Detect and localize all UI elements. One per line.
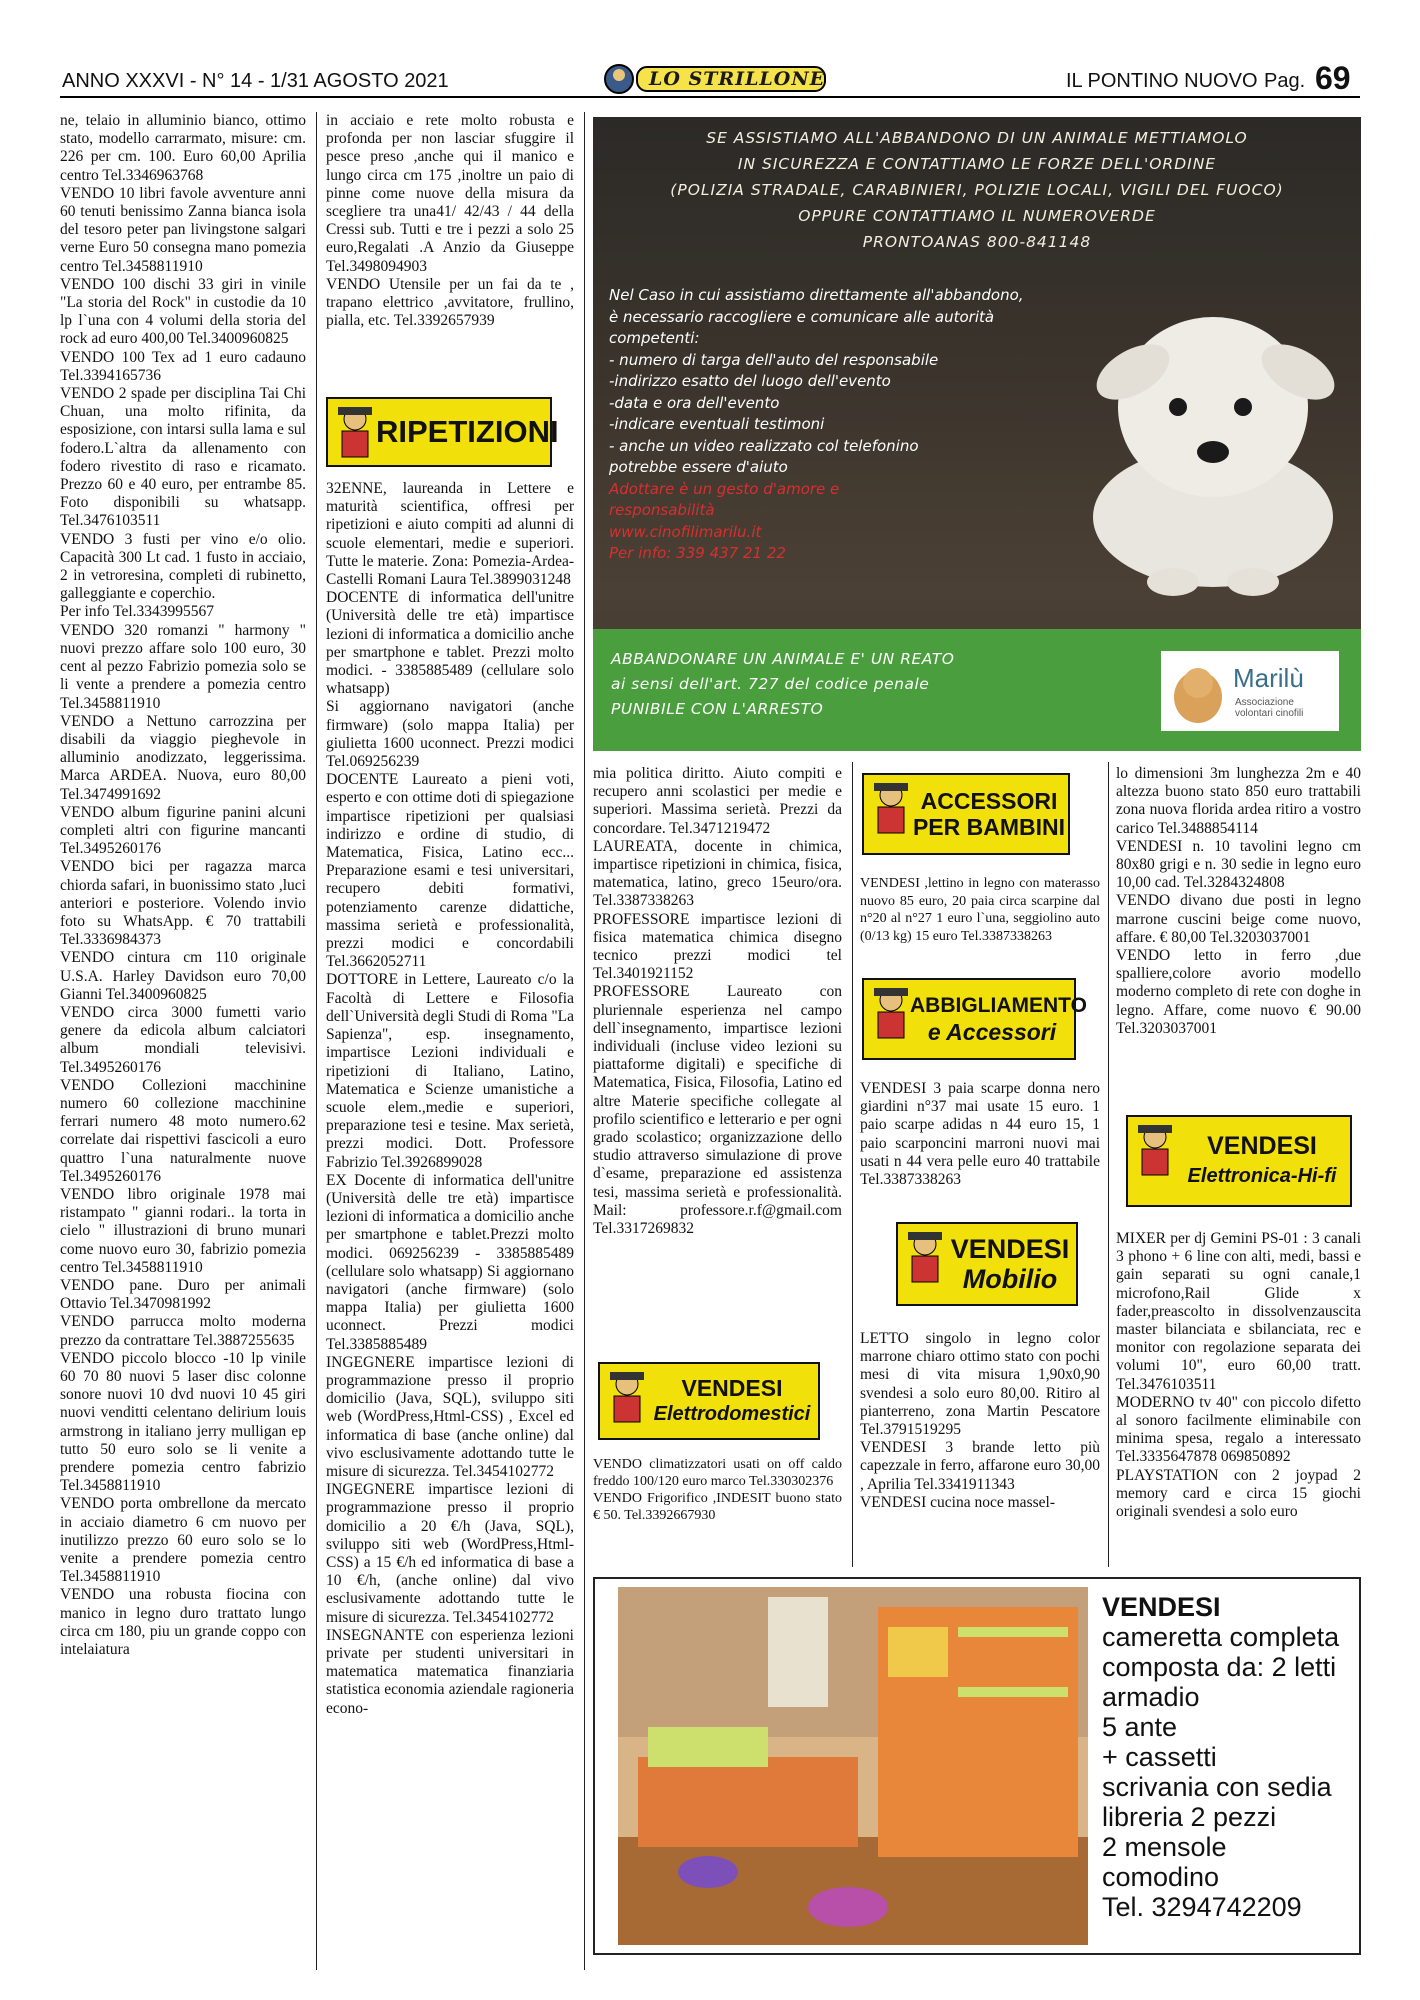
bedroom-ad-line: cameretta completa xyxy=(1102,1622,1340,1652)
bedroom-ad-line: armadio xyxy=(1102,1682,1200,1712)
classified-ad: VENDESI n. 10 tavolini legno cm 80x80 grigi e n. 30 sedie in legno euro 10,00 cad. Tel.3284324808 xyxy=(1116,837,1361,892)
classified-ad: VENDO a Nettuno carrozzina per disabili da viaggio pieghevole in alluminio anodizzato, leggerissima. Marca ARDEA. Nuova, euro 80,00 Tel.3474991692 xyxy=(60,712,306,803)
classified-ad: DOCENTE Laureato a pieni voti, esperto e con ottime doti di spiegazione impartisce ripetizioni per qualsiasi indirizzo e ordine di studio, di Matematica, Fisica, Latino ecc... Preparazione esami e tesi universitari, recupero debiti formativi, potenziamento carenze didattiche, massima serietà e professionalità, prezzi modici e concordabili Tel.3662052711 xyxy=(326,771,574,971)
bedroom-ad-line: scrivania con sedia xyxy=(1102,1772,1332,1802)
poster-line: -data e ora dell'evento xyxy=(609,393,780,412)
mascot-icon xyxy=(604,1368,650,1428)
classified-ad: Si aggiornano navigatori (anche firmware) (solo mappa Italia) per giulietta 1600 uconnect. Prezzi modici Tel.069256239 xyxy=(326,698,574,771)
poster-headline xyxy=(593,125,1361,255)
classified-ad: VENDO una robusta fiocina con manico in legno duro trattato lungo circa cm 180, piu un grande coppo con intelaiatura xyxy=(60,1586,306,1659)
newspaper-logo xyxy=(597,62,829,96)
classified-ad: PROFESSORE impartisce lezioni di fisica matematica chimica disegno tecnico prezzi modici tel Tel.3401921152 xyxy=(593,910,842,983)
classified-ad: EX Docente di informatica dell'unitre (Università delle tre età) impartisce lezioni di informatica a domicilio anche per smartphone e tablet.Prezzi molto modici. 069256239 - 3385885489 (cellulare solo whatsapp) Si aggiornano navigatori (anche firmware) (solo mappa Italia) per giulietta 1600 uconnect. Prezzi modici Tel.3385885489 xyxy=(326,1171,574,1353)
bedroom-ad-line: 2 mensole xyxy=(1102,1832,1227,1862)
section-title: VENDESI xyxy=(1207,1132,1317,1160)
classified-ad: VENDO 320 romanzi " harmony " nuovi prezzo affare solo 100 euro, 30 cent al pezzo Fabrizio pomezia solo se li vente a prendere a pomezia centro Tel.3458811910 xyxy=(60,621,306,712)
mascot-icon xyxy=(868,984,914,1044)
column-3-elettrodomestici xyxy=(593,1456,842,1524)
classified-ad: VENDO parrucca molto moderna prezzo da contrattare Tel.3887255635 xyxy=(60,1313,306,1349)
column-3-classifieds xyxy=(593,765,842,1238)
column-5-hifi xyxy=(1116,1230,1361,1521)
poster-instructions xyxy=(609,285,1039,565)
classified-ad: VENDO cintura cm 110 originale U.S.A. Harley Davidson euro 70,00 Gianni Tel.3400960825 xyxy=(60,949,306,1003)
section-title: RIPETIZIONI xyxy=(376,414,559,449)
section-title: VENDESI xyxy=(681,1375,783,1401)
column-2-top-classifieds xyxy=(326,112,574,330)
classified-ad: VENDO circa 3000 fumetti vario genere da edicola album calciatori album mondiali televisivi. Tel.3495260176 xyxy=(60,1003,306,1076)
logo-name: Marilù xyxy=(1233,663,1304,693)
poster-footer-line: PUNIBILE CON L'ARRESTO xyxy=(611,700,824,718)
bedroom-ad-line: composta da: 2 letti xyxy=(1102,1652,1337,1682)
classified-ad: 32ENNE, laureanda in Lettere e maturità scientifica, offresi per ripetizioni e aiuto compiti ad alunni di scuole elementari, medie e superiori. Tutte le materie. Zona: Pomezia-Ardea-Castelli Romani Laura Tel.3899031248 xyxy=(326,480,574,589)
section-title: VENDESI xyxy=(950,1234,1070,1264)
classified-ad: VENDESI ,lettino in legno con materasso nuovo 85 euro, 20 paia circa scarpine dal n°20 al n°27 1 euro l`una, seggiolino auto (0/13 kg) 15 euro Tel.3387338263 xyxy=(860,876,1100,944)
section-header-accessori-bambini xyxy=(862,773,1070,855)
bedroom-ad-line: 5 ante xyxy=(1102,1712,1178,1742)
classified-ad: VENDO divano due posti in legno marrone cuscini beige come nuovo, affare. € 80,00 Tel.3203037001 xyxy=(1116,892,1361,946)
poster-line: -indirizzo esatto del luogo dell'evento xyxy=(609,372,891,390)
column-4-abbigliamento xyxy=(860,1080,1100,1189)
animal-abandonment-poster xyxy=(593,117,1361,751)
poster-line: potrebbe essere d'aiuto xyxy=(609,458,788,476)
poster-line: (POLIZIA STRADALE, CARABINIERI, POLIZIE LOCALI, VIGILI DEL FUOCO) xyxy=(670,181,1284,199)
bedroom-ad-line: libreria 2 pezzi xyxy=(1102,1802,1277,1832)
classified-ad: VENDO piccolo blocco -10 lp vinile 60 70 80 nuovi 5 laser disc colonne sonore nuovi 10 dvd nuovi 10 45 giri nuovi venditti celentano delirium louis armstrong in italiano jerry mulligan ep tutto 50 euro solo se li venite a prendere pomezia centro fabrizio Tel.3458811910 xyxy=(60,1349,306,1495)
column-2-ripetizioni xyxy=(326,480,574,1718)
poster-footer xyxy=(593,629,1361,751)
classified-ad: VENDESI cucina noce massel- xyxy=(860,1493,1055,1511)
poster-line: è necessario raccogliere e comunicare alle autorità xyxy=(609,307,995,326)
mascot-icon xyxy=(332,403,378,463)
classified-ad: PROFESSORE Laureato con pluriennale esperienza nel campo dell`insegnamento, impartisce lezioni individuali (incluse video lezioni su piattaforme digitali) e specifiche di Matematica, Fisica, Filosofia, Latino ed altre Materie specifiche collegate al profilo scientifico e letterario e per ogni grado scolastico; organizzazione dello studio attraverso simulazione di prove d`esame, preparazione ed assistenza tesi, massima serietà e professionalità. Mail: professore.r.f@gmail.com Tel.3317269832 xyxy=(593,983,842,1238)
section-subtitle: e Accessori xyxy=(927,1019,1057,1045)
classified-ad: VENDO Collezioni macchinine numero 60 collezione macchinine ferrari numero 48 moto numero.62 correlate dai rispettivi fascicoli a euro quattro l`una naturalmente nuove Tel.3495260176 xyxy=(60,1076,306,1185)
poster-red-line: responsabilità xyxy=(609,501,715,519)
section-header-elettronica-hifi xyxy=(1126,1115,1352,1207)
classified-ad: DOTTORE in Lettere, Laureato c/o la Facoltà di Lettere e Filosofia dell`Università degli Studi di Roma "La Sapienza", esp. insegnamento, impartisce Lezioni individuali e ripetizioni di Italiano, Latino, Matematica e Scienze umanistiche a scuole elem.,medie e superiori, preparazione tesi e tesine. Max serietà, prezzi modici. Dott. Professore Fabrizio Tel.3926899028 xyxy=(326,971,574,1171)
bedroom-ad-title: VENDESI xyxy=(1102,1592,1221,1622)
column-divider xyxy=(1108,762,1109,1567)
classified-ad: VENDO 10 libri favole avventure anni 60 tenuti benissimo Zanna bianca isola del tesoro peter pan livingstone salgari verne Euro 50 consegna mano pomezia centro Tel.3458811910 xyxy=(60,184,306,275)
issue-info: ANNO XXXVI - N° 14 - 1/31 AGOSTO 2021 xyxy=(62,70,449,92)
classified-ad: VENDESI 3 paia scarpe donna nero giardini n°37 mai usate 15 euro. 1 paio scarpe adidas n 44 euro 15, 1 paio scarponcini marroni nuovi mai usati n 44 vera pelle euro 40 trattabile Tel.3387338263 xyxy=(860,1080,1100,1189)
classified-ad: INGEGNERE impartisce lezioni di programmazione presso il proprio domicilio (Java, SQL), sviluppo siti web (WordPress,Html-CSS) , Excel ed informatica di base (anche online) dal vivo esclusivamente adottando tutte le misure di sicurezza. Tel.3454102772 xyxy=(326,1353,574,1480)
page-number: 69 xyxy=(1315,60,1351,96)
classified-ad: VENDO libro originale 1978 mai ristampato " gianni rodari.. la torta in cielo " illustrazioni di bruno munari come nuovo euro 30, fabrizio pomezia centro Tel.3458811910 xyxy=(60,1185,306,1276)
classified-ad: LAUREATA, docente in chimica, impartisce ripetizioni in chimica, fisica, matematica, latino, greco 15euro/ora. Tel.3387338263 xyxy=(593,837,842,910)
section-header-ripetizioni xyxy=(326,397,559,467)
column-divider xyxy=(316,112,317,1970)
mascot-icon xyxy=(868,779,914,839)
section-title: ABBIGLIAMENTO xyxy=(910,994,1087,1017)
section-header-abbigliamento xyxy=(862,978,1087,1060)
poster-line: - numero di targa dell'auto del responsabile xyxy=(609,350,939,369)
mascot-icon xyxy=(902,1228,948,1288)
column-divider xyxy=(584,112,585,1970)
bedroom-ad-phone: Tel. 3294742209 xyxy=(1102,1892,1302,1922)
classified-ad: mia politica diritto. Aiuto compiti e recupero anni scolastici per medie e superiori. Massima serietà. Prezzi da concordare. Tel.3471219472 xyxy=(593,765,842,837)
logo-text: LO STRILLONE xyxy=(649,68,826,90)
column-1-classifieds xyxy=(60,112,306,1659)
poster-footer-line: ai sensi dell'art. 727 del codice penale xyxy=(611,675,930,693)
section-subtitle: PER BAMBINI xyxy=(912,814,1066,840)
poster-website: www.cinofilimarilu.it xyxy=(609,522,762,541)
poster-line: OPPURE CONTATTIAMO IL NUMEROVERDE xyxy=(798,207,1156,225)
section-header-mobilio xyxy=(896,1222,1078,1306)
section-subtitle: Mobilio xyxy=(962,1264,1058,1294)
classified-ad: DOCENTE di informatica dell'unitre (Università delle tre età) impartisce lezioni di informatica a domicilio anche per smartphone e tablet. Prezzi molto modici. - 3385885489 (cellulare solo whatsapp) xyxy=(326,589,574,698)
poster-footer-line: ABBANDONARE UN ANIMALE E' UN REATO xyxy=(611,650,955,668)
poster-line: SE ASSISTIAMO ALL'ABBANDONO DI UN ANIMALE METTIAMOLO xyxy=(706,129,1248,147)
section-title: ACCESSORI xyxy=(920,788,1058,814)
classified-ad: LETTO singolo in legno color marrone chiaro ottimo stato con pochi mesi di vita misura 1,90x0,90 svendesi a solo euro 80,00. Ritiro al pianterreno, zona Martin Pescatore Tel.3791519295 xyxy=(860,1330,1100,1439)
poster-line: - anche un video realizzato col telefonino xyxy=(609,436,919,455)
classified-ad: VENDO climatizzatori usati on off caldo freddo 100/120 euro marco Tel.330302376 xyxy=(593,1457,842,1489)
classified-ad: lo dimensioni 3m lunghezza 2m e 40 altezza buono stato 850 euro trattabili zona nuova florida ardea ritiro a vostro carico Tel.3488854114 xyxy=(1116,765,1361,837)
classified-ad: VENDO 3 fusti per vino e/o olio. Capacità 300 Lt cad. 1 fusto in acciaio, 2 in vetroresina, completi di rubinetto, galleggiante e coperchio. xyxy=(60,530,306,603)
poster-phone: Per info: 339 437 21 22 xyxy=(609,544,786,562)
dog-logo-icon xyxy=(1167,657,1229,725)
poster-line: -indicare eventuali testimoni xyxy=(609,415,825,433)
classified-ad: VENDO Frigorifico ,INDESIT buono stato € 50. Tel.3392667930 xyxy=(593,1491,842,1523)
column-4-accessori xyxy=(860,875,1100,945)
poster-line: IN SICUREZZA E CONTATTIAMO LE FORZE DELL'ORDINE xyxy=(737,155,1217,173)
classified-ad: VENDO 2 spade per disciplina Tai Chi Chuan, una molto rifinita, da esposizione, con intarsi sulla lama e sul fodero.L`altra da allenamento con fodero rivestito di raso e ricamato. Prezzo 60 e 40 euro, per entrambe 85. Foto disponibili su whatsapp. Tel.3476103511 xyxy=(60,385,306,530)
classified-ad: VENDO Utensile per un fai da te , trapano elettrico ,avvitatore, frullino, pialla, etc. Tel.3392657939 xyxy=(326,275,574,330)
section-subtitle: Elettronica-Hi-fi xyxy=(1187,1165,1337,1187)
classified-ad: VENDESI 3 brande letto più capezzale in ferro, affarone euro 30,00 , Aprilia Tel.3341911343 xyxy=(860,1439,1100,1493)
classified-ad: in acciaio e rete molto robusta e profonda per non lasciar sfuggire il pesce preso ,anche qui il manico e lungo circa cm 175 ,inoltre un paio di pinne come nuove della misura da scegliere tra una41/ 42/43 / 44 della Cressi sub. Tutti e tre i pezzi a solo 25 euro,Regalati .A Anzio da Giuseppe Tel.3498094903 xyxy=(326,112,574,275)
bedroom-ad-line: comodino xyxy=(1102,1862,1220,1892)
section-subtitle: Elettrodomestici xyxy=(653,1403,811,1425)
marilu-logo xyxy=(1161,651,1339,731)
column-divider xyxy=(852,762,853,1567)
header-rule xyxy=(60,96,1360,98)
column-5-mobilio xyxy=(1116,765,1361,1038)
classified-ad: INGEGNERE impartisce lezioni di programmazione presso il proprio domicilio a 20 €/h (Java, SQL), sviluppo siti web (WordPress,Html-CSS) a 15 €/h ed informatica di base a 10 €/h, (anche online) dal vivo esclusivamente adottando tutte le misure di sicurezza. Tel.3454102772 xyxy=(326,1481,574,1626)
classified-ad: ne, telaio in alluminio bianco, ottimo stato, modello carrarmato, misure: cm. 226 per cm. 100. Euro 60,00 Aprilia centro Tel.3346963768 xyxy=(60,112,306,184)
classified-ad: PLAYSTATION con 2 joypad 2 memory card e circa 15 giochi originali svendesi a solo euro xyxy=(1116,1466,1361,1521)
puppy-illustration xyxy=(1063,267,1361,607)
column-4-mobilio xyxy=(860,1330,1100,1512)
classified-ad: VENDO 100 Tex ad 1 euro cadauno Tel.3394165736 xyxy=(60,348,306,384)
bedroom-photo xyxy=(618,1587,1088,1945)
classified-ad: VENDO pane. Duro per animali Ottavio Tel.3470981992 xyxy=(60,1277,306,1313)
classified-ad: VENDO album figurine panini alcuni completi altri con figurine mancanti Tel.3495260176 xyxy=(60,803,306,858)
poster-red-line: Adottare è un gesto d'amore e xyxy=(609,479,840,498)
bedroom-ad-line: + cassetti xyxy=(1102,1742,1217,1772)
classified-ad: VENDO bici per ragazza marca chiorda safari, in buonissimo stato ,luci anteriori e posteriore. Volendo invio foto su WhatsApp. € 70 trattabili Tel.3336984373 xyxy=(60,858,306,949)
classified-ad: VENDO 100 dischi 33 giri in vinile "La storia del Rock" in custodie da 10 lp l`una con 4 volumi della storia del rock ad euro 400,00 Tel.3400960825 xyxy=(60,275,306,348)
newspaper-name: IL PONTINO NUOVO xyxy=(1066,70,1258,92)
mascot-icon xyxy=(1132,1121,1178,1181)
page-label: Pag. xyxy=(1264,70,1306,92)
bedroom-ad-text xyxy=(1102,1592,1339,1922)
classified-ad: VENDO letto in ferro ,due spalliere,colore avorio modello moderno completo di rete con doghe in legno. Affare, come nuovo € 90.00 Tel.3203037001 xyxy=(1116,947,1361,1037)
poster-line: competenti: xyxy=(609,329,700,347)
classified-ad: MODERNO tv 40" con piccolo difetto al sonoro facilmente eliminabile con minima spesa, regalo a interessato Tel.3335647878 069850892 xyxy=(1116,1393,1361,1466)
poster-line: PRONTOANAS 800-841148 xyxy=(862,233,1092,251)
classified-ad: Per info Tel.3343995567 xyxy=(60,603,215,621)
classified-ad: MIXER per dj Gemini PS-01 : 3 canali 3 phono + 6 line con alti, medi, bassi e gain separati su ogni canale,1 microfono,Rail Glide x fader,preascolto in dissolvenzauscita master bilanciata e sbilanciata, rec e monitor con regolazione separata dei volumi 10", euro 60,00 tratt. Tel.3476103511 xyxy=(1116,1230,1361,1393)
section-header-elettrodomestici xyxy=(598,1362,820,1440)
poster-line: Nel Caso in cui assistiamo direttamente all'abbandono, xyxy=(609,286,1024,304)
classified-ad: INSEGNANTE con esperienza lezioni private per studenti universitari in matematica matematica finanziaria statistica economia aziendale ragioneria econo- xyxy=(326,1626,574,1717)
classified-ad: VENDO porta ombrellone da mercato in acciaio diametro 6 cm nuovo per inutilizzo prezzo 60 euro solo se lo venite a prendere pomezia centro Tel.3458811910 xyxy=(60,1495,306,1586)
logo-subtitle: Associazione volontari cinofili xyxy=(1235,697,1304,719)
